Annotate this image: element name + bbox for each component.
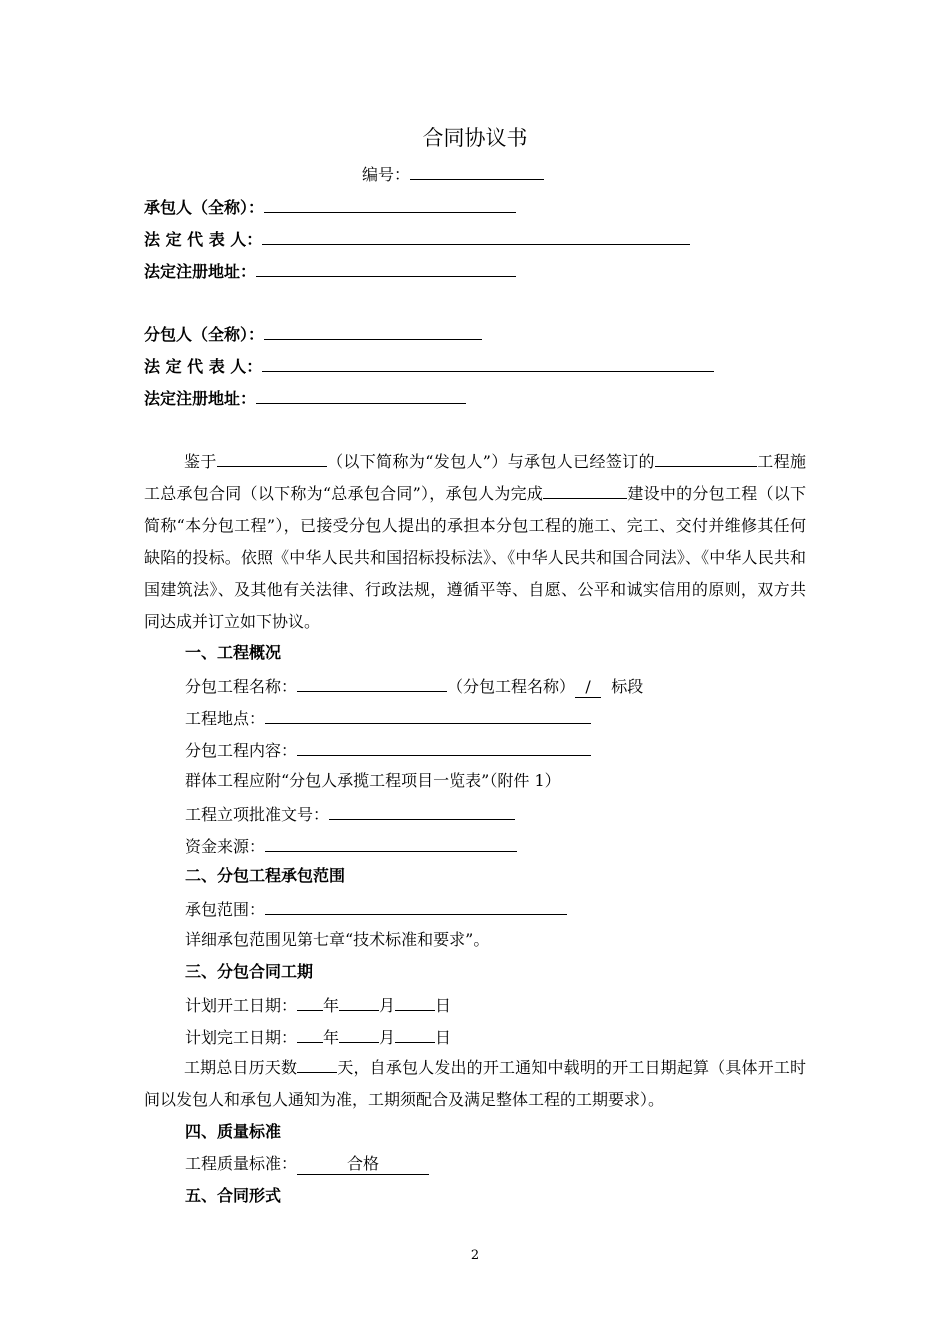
day-text: 日 bbox=[435, 1028, 452, 1047]
intro-text-1: 鉴于 bbox=[184, 452, 217, 471]
finish-date-row bbox=[185, 1026, 451, 1048]
fund-blank bbox=[265, 835, 517, 852]
purpose-blank bbox=[543, 482, 627, 499]
subproject-name-blank bbox=[297, 675, 447, 692]
subcontractor-name-blank bbox=[264, 323, 482, 340]
day-text: 日 bbox=[435, 996, 452, 1015]
lot-suffix: 标段 bbox=[611, 677, 644, 696]
section-1-heading: 一、工程概况 bbox=[185, 643, 282, 662]
finish-month-blank bbox=[339, 1026, 379, 1043]
finish-day-blank bbox=[395, 1026, 435, 1043]
intro-paragraph bbox=[144, 446, 806, 638]
contractor-name-row bbox=[144, 196, 516, 218]
quality-value: 合格 bbox=[297, 1154, 429, 1175]
content-row bbox=[185, 739, 591, 761]
page-title: 合同协议书 bbox=[422, 126, 528, 150]
section-5-heading: 五、合同形式 bbox=[185, 1186, 282, 1205]
fund-label: 资金来源： bbox=[185, 837, 266, 856]
scope-blank bbox=[265, 898, 567, 915]
site-label: 工程地点： bbox=[185, 709, 266, 728]
quality-label: 工程质量标准： bbox=[185, 1154, 298, 1173]
approval-label: 工程立项批准文号： bbox=[185, 805, 330, 824]
subcontractor-name-label: 分包人（全称）： bbox=[144, 325, 265, 344]
contractor-addr-blank bbox=[256, 260, 516, 277]
lot-value: / bbox=[575, 677, 601, 698]
contractor-rep-label: 法 定 代 表 人： bbox=[144, 230, 263, 249]
start-year-blank bbox=[297, 994, 323, 1011]
group-note: 群体工程应附“分包人承揽工程项目一览表”（附件 1） bbox=[185, 771, 561, 790]
subcontractor-rep-blank bbox=[262, 355, 714, 372]
subproject-name-label: 分包工程名称： bbox=[185, 677, 298, 696]
intro-text-2: （以下简称为“发包人”）与承包人已经签订的 bbox=[326, 452, 655, 471]
subcontractor-addr-row bbox=[144, 387, 466, 409]
project-blank bbox=[655, 450, 757, 467]
content-label: 分包工程内容： bbox=[185, 741, 298, 760]
subcontractor-rep-label: 法 定 代 表 人： bbox=[144, 357, 263, 376]
site-blank bbox=[265, 707, 591, 724]
page-number: 2 bbox=[470, 1248, 480, 1263]
approval-row bbox=[185, 803, 515, 825]
start-day-blank bbox=[395, 994, 435, 1011]
subcontractor-name-row bbox=[144, 323, 482, 345]
contractor-name-label: 承包人（全称）： bbox=[144, 198, 265, 217]
subcontractor-rep-row bbox=[144, 355, 714, 377]
month-text: 月 bbox=[379, 996, 396, 1015]
duration-paragraph bbox=[144, 1052, 806, 1116]
employer-blank bbox=[217, 450, 327, 467]
subcontractor-addr-blank bbox=[256, 387, 466, 404]
start-date-label: 计划开工日期： bbox=[185, 996, 298, 1015]
scope-row bbox=[185, 898, 567, 920]
contractor-rep-blank bbox=[262, 228, 690, 245]
approval-blank bbox=[329, 803, 515, 820]
duration-text-a: 工期总日历天数 bbox=[184, 1058, 298, 1077]
site-row bbox=[185, 707, 591, 729]
subproject-name-hint: （分包工程名称） bbox=[447, 677, 576, 696]
section-4-heading: 四、质量标准 bbox=[185, 1122, 282, 1141]
duration-blank bbox=[297, 1056, 337, 1073]
section-2-heading: 二、分包工程承包范围 bbox=[185, 866, 346, 885]
start-date-row bbox=[185, 994, 451, 1016]
year-text: 年 bbox=[323, 996, 340, 1015]
contract-number-row bbox=[362, 163, 544, 185]
scope-detail: 详细承包范围见第七章“技术标准和要求”。 bbox=[185, 930, 490, 949]
finish-date-label: 计划完工日期： bbox=[185, 1028, 298, 1047]
fund-row bbox=[185, 835, 517, 857]
number-blank bbox=[410, 163, 544, 180]
duration-text-b: 天，自承包人发出的开工通知中载明的开工日期起算（具体开工时间以发包人和承包人通知为准，工期须配合及满足整体工程的工期要求）。 bbox=[144, 1058, 806, 1109]
subproject-name-row bbox=[185, 675, 643, 698]
start-month-blank bbox=[339, 994, 379, 1011]
contractor-name-blank bbox=[264, 196, 516, 213]
number-label: 编号： bbox=[362, 165, 411, 184]
year-text: 年 bbox=[323, 1028, 340, 1047]
subcontractor-addr-label: 法定注册地址： bbox=[144, 389, 257, 408]
contractor-addr-label: 法定注册地址： bbox=[144, 262, 257, 281]
finish-year-blank bbox=[297, 1026, 323, 1043]
month-text: 月 bbox=[379, 1028, 396, 1047]
intro-text-4: 建设中的分包工程（以下简称“本分包工程”），已接受分包人提出的承担本分包工程的施工、完工、交付并维修其任何缺陷的投标。依照《中华人民共和国招标投标法》、《中华人民共和国合同法》、《中华人民共和国建筑法》、及其他有关法律、行政法规，遵循平等、自愿、公平和诚实信用的原则，双方共同达成并订立如下协议。 bbox=[144, 484, 806, 631]
contractor-rep-row bbox=[144, 228, 690, 250]
content-blank bbox=[297, 739, 591, 756]
quality-row bbox=[185, 1154, 429, 1175]
intro-text-3: 工程施工总承包合同（以下称为“总承包合同”），承包人为完成 bbox=[144, 452, 806, 503]
section-3-heading: 三、分包合同工期 bbox=[185, 962, 314, 981]
contractor-addr-row bbox=[144, 260, 516, 282]
scope-label: 承包范围： bbox=[185, 900, 266, 919]
